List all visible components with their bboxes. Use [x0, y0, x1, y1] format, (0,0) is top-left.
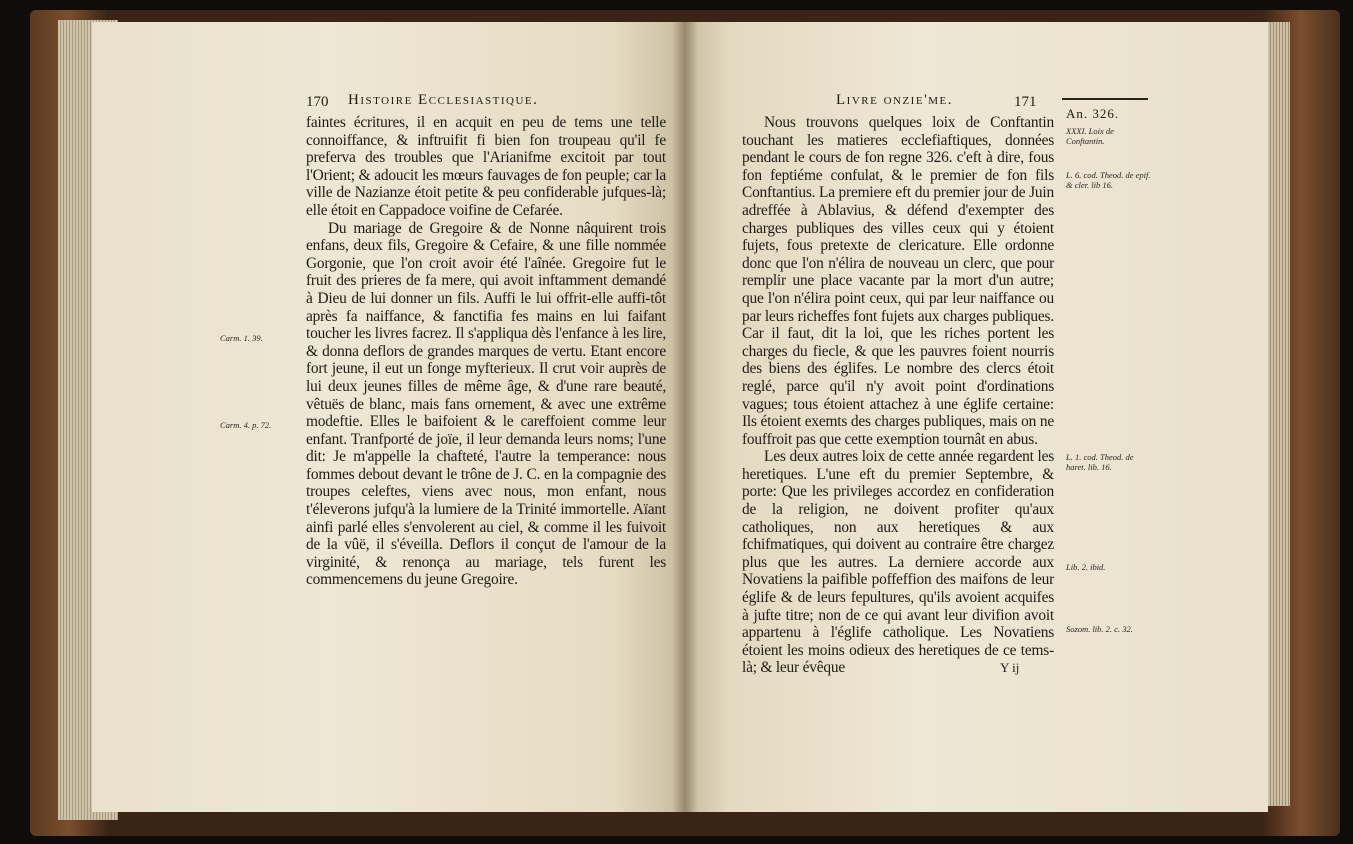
margin-note-right-1: XXXI. Loix de Conftantin.	[1066, 126, 1114, 146]
margin-rule	[1062, 98, 1148, 100]
page-number-left: 170	[306, 94, 329, 110]
margin-note-right-2: L. 6. cod. Theod. de epif. & cler. lib 16.	[1066, 170, 1151, 190]
margin-note-right-4: Lib. 2. ibid.	[1066, 562, 1106, 572]
book-gutter	[672, 22, 698, 812]
margin-note-left-1: Carm. 1. 39.	[220, 333, 263, 343]
right-page-body	[742, 114, 1054, 677]
paragraph: Nous trouvons quelques loix de Conftantin touchant les matieres ecclefiaftiques, données pendant le cours de fon regne 326. c'eft à dire, fous fon feptiéme confulat, & le premier de fon fils Conftantius. La premiere eft du premier jour de Juin adreffée à Ablavius, & défend d'exempter des charges publiques des villes ceux qui y étoient fujets, fous pretexte de clericature. Elle ordonne donc que l'on n'élira de nouveau un clerc, que pour remplir une place vacante par la mort d'un autre; que l'on n'élira point ceux, qui par leur naiffance ou par leurs richeffes font fujets aux charges publiques. Car il faut, dit la loi, que les riches portent les charges du fiecle, & que les pauvres foient nourris des biens des églifes. Le nombre des clercs étoit reglé, parce qu'il n'y avoit point d'ordinations vagues; tous étoient attachez à une églife certaine: Ils étoient exemts des charges publiques, mais on ne fouffroit pas que cette exemption tournât en abus.	[742, 114, 1054, 448]
running-head-left: Histoire Ecclesiastique.	[348, 92, 539, 108]
left-page-body	[306, 114, 666, 589]
margin-note-right-3: L. 1. cod. Theod. de haret. lib. 16.	[1066, 452, 1134, 472]
margin-note-left-2: Carm. 4. p. 72.	[220, 420, 272, 430]
left-page	[92, 22, 684, 812]
paragraph: faintes écritures, il en acquit en peu de tems une telle connoiffance, & inftruifit fi bien fon troupeau qu'il fe preferva des troubles que l'Arianifme excitoit par tout l'Orient; & adoucit les mœurs fauvages de fon peuple; car la ville de Nazianze étoit petite & peu confiderable jufques-là; elle étoit en Cappadoce voifine de Cefarée.	[306, 114, 666, 219]
signature-mark: Y ij	[1000, 660, 1020, 675]
year-heading: An. 326.	[1066, 106, 1120, 121]
paragraph: Du mariage de Gregoire & de Nonne nâquirent trois enfans, deux fils, Gregoire & Cefaire, & une fille nommée Gorgonie, que l'on croit avoir été l'aînée. Gregoire fut le fruit des prieres de fa mere, qui avoit inftamment demandé à Dieu de lui donner un fils. Auffi le lui offrit-elle auffi-tôt après fa naiffance, & fanctifia fes mains en lui faifant toucher les livres facrez. Il s'appliqua dès l'enfance à les lire, & donna deflors de grandes marques de vertu. Etant encore fort jeune, il eut un fonge myfterieux. Il crut voir auprès de lui deux jeunes filles de même âge, & d'une rare beauté, vêtuës de blanc, mais fans ornement, & avec une extrême modeftie. Elles le baifoient & le careffoient comme leur enfant. Tranfporté de joïe, il leur demanda leurs noms; l'une dit: Je m'appelle la chafteté, l'autre la temperance: nous fommes debout devant le trône de J. C. en la compagnie des troupes celeftes, viens avec nous, mon enfant, nous t'éleverons jufqu'à la lumiere de la Trinité immortelle. Aïant ainfi parlé elles s'envolerent au ciel, & comme il les fuivoit de la vûë, il s'éveilla. Deflors il conçut de l'amour de la virginité, & renonça au mariage, tels furent les commencemens du jeune Gregoire.	[306, 219, 666, 589]
right-page	[684, 22, 1268, 812]
margin-note-right-5: Sozom. lib. 2. c. 32.	[1066, 624, 1133, 634]
running-head-right: Livre onzie'me.	[836, 92, 954, 108]
page-number-right: 171	[1014, 94, 1037, 110]
paragraph: Les deux autres loix de cette année regardent les heretiques. L'une eft du premier Septembre, & porte: Que les privileges accordez en confideration de la religion, ne doivent profiter qu'aux catholiques, non aux heretiques & aux fchifmatiques, qui doivent au contraire être chargez plus que les autres. La derniere accorde aux Novatiens la paifible poffeffion des maifons de leur églife & de leurs fepultures, qu'ils avoient acquifes à jufte titre; non de ce qui avant leur divifion avoit appartenu à l'églife catholique. Les Novatiens étoient les moins odieux des heretiques de ce tems-là; & leur évêque	[742, 448, 1054, 677]
